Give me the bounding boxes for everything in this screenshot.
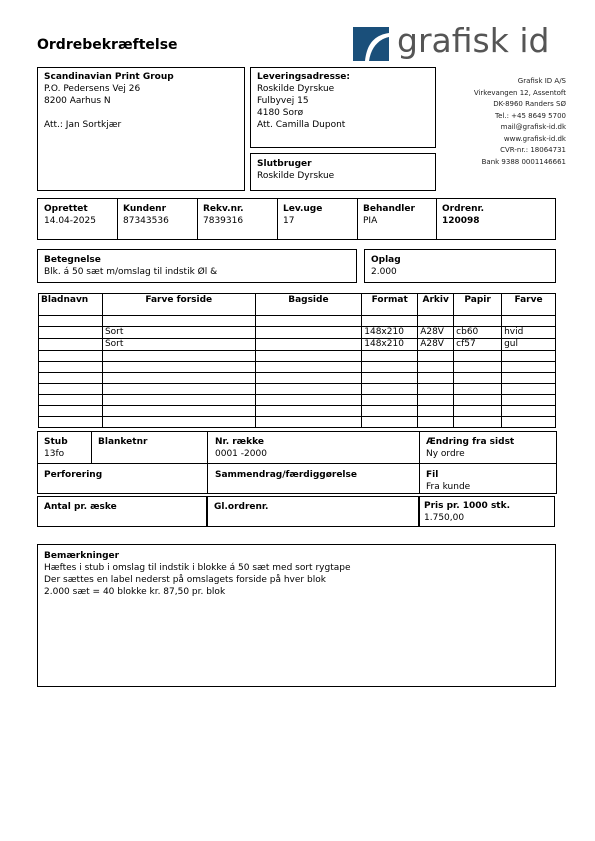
cell: gul — [502, 339, 556, 351]
nr-raekke-field — [215, 436, 267, 460]
requisition-number-value: 7839316 — [203, 216, 244, 226]
company-info-line: www.grafisk-id.dk — [503, 134, 566, 143]
customer-number — [123, 203, 169, 227]
aendring-field — [426, 436, 514, 460]
delivery-city: 4180 Sorø — [257, 108, 304, 118]
handler-label: Behandler — [363, 204, 415, 214]
remarks-line: 2.000 sæt = 40 blokke kr. 87,50 pr. blok — [44, 587, 226, 597]
details-box — [37, 431, 557, 494]
company-logo — [353, 21, 568, 61]
cell: cb60 — [454, 327, 502, 339]
perforering-label: Perforering — [44, 470, 103, 480]
antal-box — [37, 496, 207, 527]
col-bagside: Bagside — [255, 294, 362, 316]
table-row — [39, 362, 556, 373]
customer-name: Scandinavian Print Group — [44, 72, 174, 82]
cell — [255, 327, 362, 339]
pris-box — [419, 496, 555, 527]
order-created-value: 14.04-2025 — [44, 216, 96, 226]
delivery-week-label: Lev.uge — [283, 204, 323, 214]
stub-label: Stub — [44, 437, 68, 447]
delivery-week-value: 17 — [283, 216, 295, 226]
cell: Sort — [102, 327, 255, 339]
table-row — [39, 316, 556, 327]
company-info-line: Grafisk ID A/S — [517, 77, 566, 85]
table-row — [39, 417, 556, 428]
delivery-week — [283, 203, 322, 227]
logo-mark-icon — [353, 27, 389, 61]
delivery-att: Att. Camilla Dupont — [257, 120, 346, 130]
customer-city: 8200 Aarhus N — [44, 96, 111, 106]
order-number-label: Ordrenr. — [442, 204, 485, 214]
table-row — [39, 351, 556, 362]
nr-raekke-value: 0001 -2000 — [215, 449, 267, 459]
company-info-line: mail@grafisk-id.dk — [500, 123, 566, 131]
quantity-label: Oplag — [371, 255, 401, 265]
cell — [255, 339, 362, 351]
col-bladnavn: Bladnavn — [39, 294, 103, 316]
antal-label: Antal pr. æske — [44, 502, 117, 512]
order-created-label: Oprettet — [44, 204, 88, 214]
cell: Sort — [102, 339, 255, 351]
remarks-line: Hæftes i stub i omslag til indstik i blokke á 50 sæt med sort rygtape — [44, 563, 351, 573]
order-info-box — [37, 198, 556, 240]
cell: A28V — [418, 327, 454, 339]
customer-address: P.O. Pedersens Vej 26 — [44, 84, 141, 94]
remarks-box — [37, 544, 556, 687]
page-title: Ordrebekræftelse — [37, 37, 178, 53]
aendring-label: Ændring fra sidst — [426, 437, 515, 447]
col-format: Format — [362, 294, 418, 316]
col-farve: Farve — [502, 294, 556, 316]
delivery-label: Leveringsadresse: — [257, 72, 351, 82]
company-info-line: Virkevangen 12, Assentoft — [473, 88, 566, 97]
customer-number-label: Kundenr — [123, 204, 167, 214]
table-row — [39, 384, 556, 395]
cell: cf57 — [454, 339, 502, 351]
items-table — [38, 293, 556, 428]
col-papir: Papir — [454, 294, 502, 316]
description-value: Blk. á 50 sæt m/omslag til indstik Øl & — [44, 267, 218, 277]
stub-value: 13fo — [44, 449, 65, 459]
quantity-value: 2.000 — [371, 267, 397, 277]
requisition-number-label: Rekv.nr. — [203, 204, 244, 214]
customer-att: Att.: Jan Sortkjær — [44, 120, 122, 130]
company-info-line: CVR-nr.: 18064731 — [500, 146, 566, 154]
company-info-line: Tel.: +45 8649 5700 — [495, 111, 566, 120]
cell: A28V — [418, 339, 454, 351]
perforering-field — [44, 469, 102, 481]
blanketnr-field — [98, 436, 147, 448]
cell — [39, 327, 103, 339]
col-farve-forside: Farve forside — [102, 294, 255, 316]
table-row — [39, 395, 556, 406]
cell: 148x210 — [362, 327, 418, 339]
company-info-line: Bank 9388 0001146661 — [481, 157, 566, 166]
glordre-box — [207, 496, 419, 527]
order-number-value: 120098 — [442, 216, 480, 226]
blanketnr-label: Blanketnr — [98, 437, 148, 447]
enduser-box — [250, 153, 436, 191]
table-row — [39, 373, 556, 384]
cell: 148x210 — [362, 339, 418, 351]
logo-text: grafisk id — [397, 21, 550, 60]
company-info-line: DK-8960 Randers SØ — [493, 100, 566, 108]
col-arkiv: Arkiv — [418, 294, 454, 316]
table-row — [39, 339, 556, 351]
order-number — [442, 203, 484, 227]
nr-raekke-label: Nr. række — [215, 437, 264, 447]
requisition-number — [203, 203, 244, 227]
order-created — [44, 203, 96, 227]
delivery-name: Roskilde Dyrskue — [257, 84, 335, 94]
aendring-value: Ny ordre — [426, 449, 465, 459]
pris-label: Pris pr. 1000 stk. — [424, 501, 511, 511]
remarks-line: Der sættes en label nederst på omslagets forside på hver blok — [44, 575, 326, 585]
pris-value: 1.750,00 — [424, 513, 465, 523]
enduser-name: Roskilde Dyrskue — [257, 171, 335, 181]
sammendrag-label: Sammendrag/færdiggørelse — [215, 470, 357, 480]
customer-box — [37, 67, 245, 191]
company-info — [436, 76, 566, 168]
table-row — [39, 327, 556, 339]
handler-value: PIA — [363, 216, 378, 226]
sammendrag-field — [215, 469, 357, 481]
fil-value: Fra kunde — [426, 482, 471, 492]
stub-field — [44, 436, 68, 460]
table-row — [39, 406, 556, 417]
cell — [39, 339, 103, 351]
customer-number-value: 87343536 — [123, 216, 169, 226]
quantity-box — [364, 249, 556, 283]
glordre-label: Gl.ordrenr. — [214, 502, 269, 512]
fil-label: Fil — [426, 470, 439, 480]
description-box — [37, 249, 357, 283]
items-header-row — [39, 294, 556, 316]
remarks-label: Bemærkninger — [44, 551, 120, 561]
handler — [363, 203, 415, 227]
delivery-box — [250, 67, 436, 148]
description-label: Betegnelse — [44, 255, 101, 265]
fil-field — [426, 469, 470, 493]
delivery-street: Fulbyvej 15 — [257, 96, 309, 106]
enduser-label: Slutbruger — [257, 159, 312, 169]
cell: hvid — [502, 327, 556, 339]
